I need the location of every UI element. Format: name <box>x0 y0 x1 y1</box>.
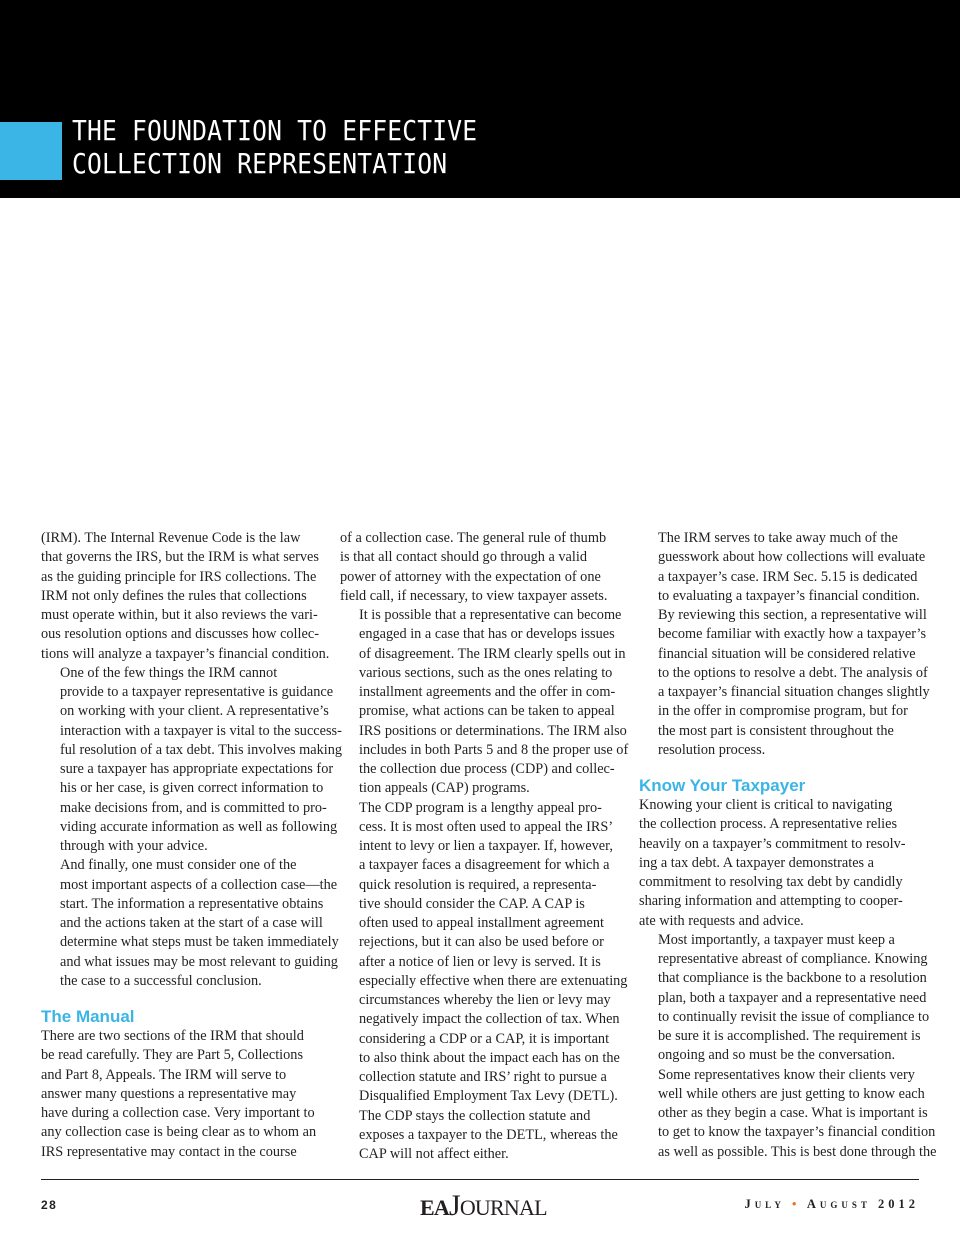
col2-paragraph-2 <box>340 606 629 799</box>
text-line: have during a collection case. Very important to <box>41 1105 315 1121</box>
text-line: ful resolution of a tax debt. This involves making <box>60 741 343 758</box>
text-line: It is possible that a representative can become <box>359 607 622 623</box>
text-line: IRS positions or determinations. The IRM also <box>359 722 627 739</box>
text-line: his or her case, is given correct information to <box>60 780 324 797</box>
text-line: The CDP stays the collection statute and <box>359 1107 591 1124</box>
text-line: CAP will not affect either. <box>359 1146 509 1162</box>
text-line: must operate within, but it also reviews the vari- <box>41 607 318 623</box>
logo-j: J <box>448 1189 460 1222</box>
text-line: representative abreast of compliance. Knowing <box>658 951 928 967</box>
text-line: installment agreements and the offer in com- <box>359 684 616 700</box>
text-line: Most importantly, a taxpayer must keep a <box>658 931 895 948</box>
text-line: other as they begin a case. What is important is <box>658 1105 928 1121</box>
text-line: the collection process. A representative relies <box>639 816 898 833</box>
text-line: make decisions from, and is committed to pro- <box>60 799 327 816</box>
text-line: engaged in a case that has or develops issues <box>359 626 615 643</box>
text-line: especially effective when there are extenuating <box>359 972 628 989</box>
text-line: a taxpayer faces a disagreement for which a <box>359 857 610 874</box>
text-line: after a notice of lien or levy is served. It is <box>359 953 601 970</box>
text-line: The IRM serves to take away much of the <box>658 530 898 546</box>
text-line: through with your advice. <box>60 838 208 854</box>
text-line: circumstances whereby the lien or levy may <box>359 992 611 1008</box>
col3-paragraph-4 <box>639 1066 937 1162</box>
text-line: Some representatives know their clients very <box>658 1066 915 1083</box>
text-line: the most part is consistent throughout the <box>658 722 894 739</box>
text-line: provide to a taxpayer representative is guidance <box>60 684 334 700</box>
accent-block <box>0 122 62 180</box>
text-line: ing a tax debt. A taxpayer demonstrates a <box>639 854 875 871</box>
col3-paragraph-1 <box>639 529 930 760</box>
text-line: ous resolution options and discusses how collec- <box>41 626 319 643</box>
text-line: and Part 8, Appeals. The IRM will serve to <box>41 1066 287 1083</box>
text-line: power of attorney with the expectation of one <box>340 568 601 585</box>
text-line: the case to a successful conclusion. <box>60 972 262 989</box>
text-line: quick resolution is required, a representa- <box>359 876 597 893</box>
col3-paragraph-2 <box>639 796 921 931</box>
text-line: cess. It is most often used to appeal the IRS’ <box>359 818 614 835</box>
text-line: that governs the IRS, but the IRM is what serves <box>41 549 319 566</box>
text-line: And finally, one must consider one of the <box>60 857 297 874</box>
title-line-1: THE FOUNDATION TO EFFECTIVE <box>72 114 478 147</box>
text-line: negatively impact the collection of tax. When <box>359 1011 620 1028</box>
text-line: rejections, but it can also be used before or <box>359 934 604 951</box>
text-line: be sure it is accomplished. The requirement is <box>658 1028 921 1044</box>
text-line: be read carefully. They are Part 5, Collections <box>41 1047 304 1064</box>
issue-date-month-1: July <box>744 1197 785 1211</box>
text-line: One of the few things the IRM cannot <box>60 664 278 681</box>
footer-rule <box>41 1179 919 1180</box>
text-line: intent to levy or lien a taxpayer. If, however, <box>359 838 613 854</box>
text-line: as well as possible. This is best done through the <box>658 1143 937 1160</box>
text-line: determine what steps must be taken immediately <box>60 934 339 951</box>
col2-paragraph-3 <box>340 799 628 1165</box>
column-2 <box>340 529 629 1164</box>
col1-paragraph-3 <box>41 856 339 991</box>
text-line: to get to know the taxpayer’s financial condition <box>658 1124 936 1141</box>
heading-the-manual: The Manual <box>41 1007 135 1026</box>
text-line: sure a taxpayer has appropriate expectations for <box>60 761 334 777</box>
text-line: The CDP program is a lengthy appeal pro- <box>359 799 602 816</box>
text-line: By reviewing this section, a representative will <box>658 607 927 623</box>
text-line: guesswork about how collections will evaluate <box>658 549 926 566</box>
text-line: become familiar with exactly how a taxpayer’s <box>658 626 927 643</box>
col1-paragraph-4 <box>41 1027 323 1162</box>
text-line: ongoing and so must be the conversation. <box>658 1047 896 1064</box>
logo-rest: OURNAL <box>459 1195 547 1220</box>
text-line: ate with requests and advice. <box>639 912 804 929</box>
text-line: plan, both a taxpayer and a representative need <box>658 989 927 1006</box>
text-line: tive should consider the CAP. A CAP is <box>359 895 585 912</box>
text-line: and the actions taken at the start of a case will <box>60 915 323 931</box>
col1-paragraph-1 <box>41 529 330 664</box>
text-line: tions will analyze a taxpayer’s financial condition. <box>41 645 330 662</box>
text-line: to the options to resolve a debt. The analysis of <box>658 664 928 681</box>
text-line: viding accurate information as well as following <box>60 818 338 835</box>
text-line: commitment to resolving tax debt by candidly <box>639 874 903 890</box>
text-line: to also think about the impact each has on the <box>359 1049 620 1066</box>
text-line: IRS representative may contact in the course <box>41 1143 297 1160</box>
column-3 <box>639 529 937 1162</box>
text-line: field call, if necessary, to view taxpayer assets. <box>340 587 608 604</box>
text-line: of disagreement. The IRM clearly spells out in <box>359 645 626 662</box>
header-banner <box>0 0 960 198</box>
text-line: that compliance is the backbone to a resolution <box>658 970 927 987</box>
text-line: any collection case is being clear as to whom an <box>41 1124 317 1141</box>
text-line: and what issues may be most relevant to guiding <box>60 953 338 970</box>
text-line: often used to appeal installment agreement <box>359 915 604 931</box>
text-line: to evaluating a taxpayer’s financial condition. <box>658 587 920 604</box>
logo-ea: EA <box>420 1195 449 1220</box>
text-line: a taxpayer’s financial situation changes slightly <box>658 684 930 700</box>
col2-paragraph-1 <box>340 529 622 606</box>
page-number: 28 <box>41 1198 58 1212</box>
ea-journal-logo <box>420 1190 547 1222</box>
text-line: resolution process. <box>658 741 766 758</box>
text-line: tion appeals (CAP) programs. <box>359 780 530 797</box>
text-line: considering a CDP or a CAP, it is important <box>359 1030 610 1047</box>
text-line: a taxpayer’s case. IRM Sec. 5.15 is dedicated <box>658 568 918 585</box>
text-line: to continually revisit the issue of compliance to <box>658 1008 930 1025</box>
title-line-2: COLLECTION REPRESENTATION <box>72 147 448 180</box>
text-line: (IRM). The Internal Revenue Code is the law <box>41 530 301 546</box>
text-line: most important aspects of a collection case—the <box>60 876 338 893</box>
text-line: start. The information a representative obtains <box>60 895 324 912</box>
text-line: Disqualified Employment Tax Levy (DETL). <box>359 1088 618 1105</box>
article-title <box>72 114 477 180</box>
text-line: of a collection case. The general rule of thumb <box>340 530 607 546</box>
text-line: Knowing your client is critical to navigating <box>639 797 893 813</box>
col3-paragraph-3 <box>639 931 930 1066</box>
text-line: in the offer in compromise program, but for <box>658 703 908 720</box>
column-1 <box>41 529 343 1162</box>
text-line: includes in both Parts 5 and 8 the proper use of <box>359 741 629 758</box>
text-line: promise, what actions can be taken to appeal <box>359 703 615 720</box>
text-line: IRM not only defines the rules that collections <box>41 587 307 604</box>
text-line: There are two sections of the IRM that should <box>41 1028 304 1044</box>
text-line: financial situation will be considered relative <box>658 645 916 662</box>
heading-know-your-taxpayer: Know Your Taxpayer <box>639 776 806 795</box>
issue-date-month-2: August 2012 <box>806 1197 919 1211</box>
date-bullet: • <box>792 1197 801 1211</box>
text-line: as the guiding principle for IRS collections. The <box>41 568 317 585</box>
text-line: interaction with a taxpayer is vital to the success- <box>60 722 342 739</box>
text-line: various sections, such as the ones relating to <box>359 664 613 681</box>
text-line: the collection due process (CDP) and collec- <box>359 761 615 777</box>
text-line: on working with your client. A representative’s <box>60 703 329 720</box>
text-line: answer many questions a representative may <box>41 1085 297 1102</box>
text-line: sharing information and attempting to cooper- <box>639 893 903 910</box>
col1-paragraph-2 <box>41 664 343 857</box>
text-line: exposes a taxpayer to the DETL, whereas the <box>359 1126 618 1143</box>
text-line: heavily on a taxpayer’s commitment to resolv- <box>639 835 906 852</box>
text-line: collection statute and IRS’ right to pursue a <box>359 1069 607 1085</box>
issue-date <box>744 1197 919 1212</box>
text-line: is that all contact should go through a valid <box>340 549 587 566</box>
text-line: well while others are just getting to know each <box>658 1085 925 1102</box>
